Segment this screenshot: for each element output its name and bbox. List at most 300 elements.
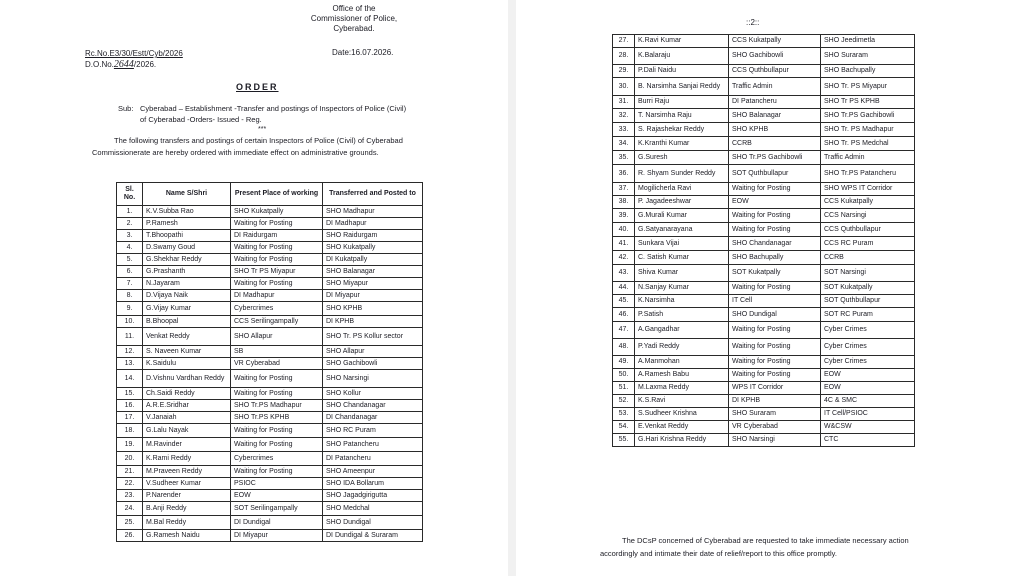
- cell-sl: 37.: [613, 183, 635, 196]
- cell-present: DI Raidurgam: [231, 230, 323, 242]
- reference-block: [85, 48, 183, 70]
- cell-present: SHO Tr.PS Gachibowli: [729, 151, 821, 165]
- cell-present: Waiting for Posting: [729, 356, 821, 369]
- cell-posted: 4C & SMC: [821, 395, 915, 408]
- cell-present: SOT Serilingampally: [231, 502, 323, 516]
- cell-present: Waiting for Posting: [231, 466, 323, 478]
- cell-sl: 53.: [613, 408, 635, 421]
- cell-posted: SHO Jagadgirigutta: [323, 490, 423, 502]
- order-date: Date:16.07.2026.: [332, 48, 394, 57]
- cell-present: Waiting for Posting: [729, 369, 821, 382]
- cell-present: CCS Kukatpally: [729, 35, 821, 48]
- cell-present: SOT Kukatpally: [729, 265, 821, 282]
- cell-posted: DI Miyapur: [323, 290, 423, 302]
- cell-sl: 41.: [613, 237, 635, 251]
- subject-block: [118, 103, 448, 125]
- page-gutter: [508, 0, 516, 576]
- table-row: [117, 400, 423, 412]
- cell-present: SHO Chandanagar: [729, 237, 821, 251]
- cell-sl: 21.: [117, 466, 143, 478]
- table-row: [613, 421, 915, 434]
- cell-name: Shiva Kumar: [635, 265, 729, 282]
- cell-sl: 43.: [613, 265, 635, 282]
- cell-name: G.Prashanth: [143, 266, 231, 278]
- table-row: [613, 339, 915, 356]
- cell-sl: 39.: [613, 209, 635, 223]
- subject-label: Sub:: [118, 104, 134, 113]
- cell-sl: 30.: [613, 78, 635, 96]
- cell-sl: 35.: [613, 151, 635, 165]
- cell-name: K.Saidulu: [143, 358, 231, 370]
- cell-sl: 55.: [613, 434, 635, 447]
- cell-present: SHO Kukatpally: [231, 206, 323, 218]
- cell-sl: 47.: [613, 322, 635, 339]
- rc-number: Rc.No.E3/30/Estt/Cyb/2026: [85, 49, 183, 58]
- cell-posted: SHO Jeedimetla: [821, 35, 915, 48]
- table-header-row: [117, 183, 423, 206]
- cell-present: Waiting for Posting: [231, 370, 323, 388]
- cell-name: Burri Raju: [635, 96, 729, 109]
- cell-posted: SHO WPS IT Corridor: [821, 183, 915, 196]
- cell-sl: 18.: [117, 424, 143, 438]
- office-line-1: Office of the: [332, 4, 376, 13]
- table-row: [117, 490, 423, 502]
- cell-sl: 27.: [613, 35, 635, 48]
- cell-sl: 25.: [117, 516, 143, 530]
- table-row: [613, 165, 915, 183]
- table-row: [613, 196, 915, 209]
- cell-posted: SHO Tr. PS Kollur sector: [323, 328, 423, 346]
- cell-posted: SHO Tr. PS Miyapur: [821, 78, 915, 96]
- cell-posted: SHO Bachupally: [821, 65, 915, 78]
- cell-sl: 45.: [613, 295, 635, 308]
- cell-name: Venkat Reddy: [143, 328, 231, 346]
- cell-posted: SHO Medchal: [323, 502, 423, 516]
- table-row: [117, 278, 423, 290]
- cell-posted: SHO Raidurgam: [323, 230, 423, 242]
- table-row: [613, 308, 915, 322]
- cell-sl: 2.: [117, 218, 143, 230]
- cell-posted: Cyber Crimes: [821, 356, 915, 369]
- cell-posted: CCS Narsingi: [821, 209, 915, 223]
- cell-sl: 11.: [117, 328, 143, 346]
- page-number: ::2::: [746, 18, 760, 27]
- do-handwritten-number: 2644: [113, 59, 134, 70]
- table-row: [613, 137, 915, 151]
- cell-posted: SHO Tr. PS Medchal: [821, 137, 915, 151]
- cell-posted: DI Kukatpally: [323, 254, 423, 266]
- cell-sl: 17.: [117, 412, 143, 424]
- cell-posted: Cyber Crimes: [821, 339, 915, 356]
- cell-name: A.Ramesh Babu: [635, 369, 729, 382]
- cell-present: Waiting for Posting: [231, 254, 323, 266]
- cell-name: G.Hari Krishna Reddy: [635, 434, 729, 447]
- cell-sl: 49.: [613, 356, 635, 369]
- cell-posted: DI Madhapur: [323, 218, 423, 230]
- cell-sl: 38.: [613, 196, 635, 209]
- cell-posted: CCS Quthbullapur: [821, 223, 915, 237]
- cell-sl: 14.: [117, 370, 143, 388]
- table-row: [117, 242, 423, 254]
- cell-posted: SHO Ameenpur: [323, 466, 423, 478]
- table-row: [613, 251, 915, 265]
- cell-posted: EOW: [821, 369, 915, 382]
- cell-sl: 7.: [117, 278, 143, 290]
- cell-sl: 40.: [613, 223, 635, 237]
- col-sl-header: Sl. No.: [117, 183, 143, 206]
- cell-sl: 46.: [613, 308, 635, 322]
- cell-sl: 33.: [613, 123, 635, 137]
- cell-present: DI Miyapur: [231, 530, 323, 542]
- cell-name: P.Yadi Reddy: [635, 339, 729, 356]
- table-row: [117, 370, 423, 388]
- cell-name: M.Laxma Reddy: [635, 382, 729, 395]
- cell-present: CCS Quthbullapur: [729, 65, 821, 78]
- cell-present: Waiting for Posting: [231, 278, 323, 290]
- cell-present: WPS IT Corridor: [729, 382, 821, 395]
- cell-posted: SHO Kukatpally: [323, 242, 423, 254]
- table-row: [613, 223, 915, 237]
- table-row: [117, 230, 423, 242]
- cell-posted: SHO Allapur: [323, 346, 423, 358]
- cell-name: K.Narsimha: [635, 295, 729, 308]
- table-row: [613, 237, 915, 251]
- col-posted-header: Transferred and Posted to: [323, 183, 423, 206]
- cell-name: V.Sudheer Kumar: [143, 478, 231, 490]
- office-address: [284, 4, 424, 34]
- cell-posted: W&CSW: [821, 421, 915, 434]
- subject-line-2: of Cyberabad -Orders- Issued - Reg.: [140, 115, 262, 124]
- cell-name: N.Sanjay Kumar: [635, 282, 729, 295]
- cell-posted: SHO Tr.PS Gachibowli: [821, 109, 915, 123]
- cell-name: P.Narender: [143, 490, 231, 502]
- cell-posted: SHO Madhapur: [323, 206, 423, 218]
- cell-posted: SHO Gachibowli: [323, 358, 423, 370]
- cell-present: SOT Quthbullapur: [729, 165, 821, 183]
- table-row: [117, 388, 423, 400]
- cell-posted: DI Patancheru: [323, 452, 423, 466]
- cell-sl: 19.: [117, 438, 143, 452]
- do-suffix: /2026.: [133, 60, 157, 69]
- cell-present: VR Cyberabad: [231, 358, 323, 370]
- cell-present: VR Cyberabad: [729, 421, 821, 434]
- cell-present: SB: [231, 346, 323, 358]
- table-row: [117, 266, 423, 278]
- cell-sl: 9.: [117, 302, 143, 316]
- table-row: [613, 265, 915, 282]
- cell-name: P.Dali Naidu: [635, 65, 729, 78]
- table-row: [613, 408, 915, 421]
- cell-posted: DI Dundigal & Suraram: [323, 530, 423, 542]
- cell-name: S. Naveen Kumar: [143, 346, 231, 358]
- cell-name: C. Satish Kumar: [635, 251, 729, 265]
- cell-present: DI Dundigal: [231, 516, 323, 530]
- cell-posted: SHO Tr.PS Patancheru: [821, 165, 915, 183]
- cell-name: P.Ramesh: [143, 218, 231, 230]
- cell-sl: 32.: [613, 109, 635, 123]
- cell-posted: SHO IDA Bollarum: [323, 478, 423, 490]
- cell-present: Waiting for Posting: [231, 438, 323, 452]
- table-row: [117, 516, 423, 530]
- cell-present: SHO Allapur: [231, 328, 323, 346]
- cell-present: Cybercrimes: [231, 302, 323, 316]
- cell-name: Mogilicherla Ravi: [635, 183, 729, 196]
- cell-name: B.Bhoopal: [143, 316, 231, 328]
- cell-sl: 22.: [117, 478, 143, 490]
- cell-present: SHO Balanagar: [729, 109, 821, 123]
- cell-present: Waiting for Posting: [729, 223, 821, 237]
- cell-name: M.Praveen Reddy: [143, 466, 231, 478]
- cell-sl: 13.: [117, 358, 143, 370]
- cell-sl: 26.: [117, 530, 143, 542]
- cell-posted: SOT Quthbullapur: [821, 295, 915, 308]
- table-row: [613, 65, 915, 78]
- cell-name: G.Vijay Kumar: [143, 302, 231, 316]
- cell-sl: 12.: [117, 346, 143, 358]
- cell-name: D.Vijaya Naik: [143, 290, 231, 302]
- cell-present: EOW: [231, 490, 323, 502]
- cell-posted: SOT RC Puram: [821, 308, 915, 322]
- cell-posted: Cyber Crimes: [821, 322, 915, 339]
- cell-present: SHO Tr.PS Madhapur: [231, 400, 323, 412]
- cell-sl: 50.: [613, 369, 635, 382]
- cell-sl: 51.: [613, 382, 635, 395]
- table-row: [117, 466, 423, 478]
- cell-sl: 54.: [613, 421, 635, 434]
- col-name-header: Name S/Shri: [143, 183, 231, 206]
- cell-posted: SOT Narsingi: [821, 265, 915, 282]
- table-row: [613, 183, 915, 196]
- cell-posted: CTC: [821, 434, 915, 447]
- cell-present: SHO Gachibowli: [729, 48, 821, 65]
- table-row: [117, 412, 423, 424]
- table-row: [613, 282, 915, 295]
- table-row: [117, 316, 423, 328]
- cell-present: Waiting for Posting: [231, 242, 323, 254]
- cell-present: CCRB: [729, 137, 821, 151]
- cell-posted: DI Chandanagar: [323, 412, 423, 424]
- cell-name: G.Ramesh Naidu: [143, 530, 231, 542]
- table-row: [613, 151, 915, 165]
- table-row: [613, 109, 915, 123]
- cell-sl: 52.: [613, 395, 635, 408]
- cell-name: N.Jayaram: [143, 278, 231, 290]
- table-row: [613, 96, 915, 109]
- cell-name: K.Kranthi Kumar: [635, 137, 729, 151]
- cell-sl: 16.: [117, 400, 143, 412]
- cell-name: Sunkara Vijai: [635, 237, 729, 251]
- cell-name: A.Gangadhar: [635, 322, 729, 339]
- cell-posted: SOT Kukatpally: [821, 282, 915, 295]
- cell-sl: 34.: [613, 137, 635, 151]
- cell-posted: IT Cell/PSIOC: [821, 408, 915, 421]
- table-row: [613, 369, 915, 382]
- cell-present: Waiting for Posting: [231, 424, 323, 438]
- cell-sl: 20.: [117, 452, 143, 466]
- do-number: [85, 59, 183, 70]
- cell-name: D.Vishnu Vardhan Reddy: [143, 370, 231, 388]
- table-row: [117, 302, 423, 316]
- cell-posted: SHO RC Puram: [323, 424, 423, 438]
- cell-name: G.Murali Kumar: [635, 209, 729, 223]
- cell-posted: CCRB: [821, 251, 915, 265]
- table-row: [117, 424, 423, 438]
- table-row: [117, 346, 423, 358]
- office-line-3: Cyberabad.: [333, 24, 375, 33]
- table-row: [117, 530, 423, 542]
- cell-name: K.S.Ravi: [635, 395, 729, 408]
- cell-name: V.Janaiah: [143, 412, 231, 424]
- cell-present: Waiting for Posting: [231, 388, 323, 400]
- cell-name: K.Balaraju: [635, 48, 729, 65]
- cell-posted: SHO Chandanagar: [323, 400, 423, 412]
- cell-name: G.Lalu Nayak: [143, 424, 231, 438]
- table-row: [613, 123, 915, 137]
- table-row: [117, 358, 423, 370]
- table-row: [613, 395, 915, 408]
- cell-posted: SHO Tr. PS Madhapur: [821, 123, 915, 137]
- cell-name: K.V.Subba Rao: [143, 206, 231, 218]
- subject-line-1: Cyberabad – Establishment -Transfer and postings of Inspectors of Police (Civil): [140, 104, 407, 113]
- cell-posted: SHO Balanagar: [323, 266, 423, 278]
- table-row: [117, 438, 423, 452]
- cell-sl: 44.: [613, 282, 635, 295]
- table-row: [117, 218, 423, 230]
- cell-present: CCS Serilingampally: [231, 316, 323, 328]
- cell-name: A.R.E.Sridhar: [143, 400, 231, 412]
- cell-present: SHO Suraram: [729, 408, 821, 421]
- closing-paragraph: The DCsP concerned of Cyberabad are requested to take immediate necessary action accordingly and intimate their date of relief/report to this office promptly.: [600, 536, 909, 558]
- cell-name: P.Satish: [635, 308, 729, 322]
- cell-present: SHO Dundigal: [729, 308, 821, 322]
- cell-present: Waiting for Posting: [729, 339, 821, 356]
- table-row: [613, 356, 915, 369]
- order-page-1: [0, 0, 508, 576]
- cell-name: S. Rajashekar Reddy: [635, 123, 729, 137]
- cell-name: B. Narsimha Sanjai Reddy: [635, 78, 729, 96]
- cell-name: S.Sudheer Krishna: [635, 408, 729, 421]
- cell-sl: 1.: [117, 206, 143, 218]
- col-present-header: Present Place of working: [231, 183, 323, 206]
- cell-present: IT Cell: [729, 295, 821, 308]
- cell-name: K.Ravi Kumar: [635, 35, 729, 48]
- cell-name: D.Swamy Goud: [143, 242, 231, 254]
- cell-sl: 5.: [117, 254, 143, 266]
- cell-posted: CCS RC Puram: [821, 237, 915, 251]
- table-row: [117, 206, 423, 218]
- cell-posted: SHO Suraram: [821, 48, 915, 65]
- table-row: [117, 452, 423, 466]
- cell-name: G.Suresh: [635, 151, 729, 165]
- table-row: [117, 478, 423, 490]
- separator-stars: ***: [258, 126, 267, 133]
- cell-present: SHO Tr.PS KPHB: [231, 412, 323, 424]
- cell-name: G.Shekhar Reddy: [143, 254, 231, 266]
- cell-name: G.Satyanarayana: [635, 223, 729, 237]
- cell-name: Ch.Saidi Reddy: [143, 388, 231, 400]
- do-prefix: D.O.No.: [85, 60, 114, 69]
- cell-sl: 10.: [117, 316, 143, 328]
- cell-present: DI KPHB: [729, 395, 821, 408]
- cell-present: SHO KPHB: [729, 123, 821, 137]
- table-row: [613, 434, 915, 447]
- office-line-2: Commissioner of Police,: [310, 14, 398, 23]
- cell-name: E.Venkat Reddy: [635, 421, 729, 434]
- cell-name: P. Jagadeeshwar: [635, 196, 729, 209]
- cell-sl: 28.: [613, 48, 635, 65]
- cell-name: B.Anji Reddy: [143, 502, 231, 516]
- cell-posted: SHO Miyapur: [323, 278, 423, 290]
- cell-posted: SHO Kollur: [323, 388, 423, 400]
- table-row: [613, 78, 915, 96]
- order-title: ORDER: [236, 82, 279, 92]
- table-row: [613, 322, 915, 339]
- cell-present: Waiting for Posting: [729, 209, 821, 223]
- cell-sl: 29.: [613, 65, 635, 78]
- cell-present: Traffic Admin: [729, 78, 821, 96]
- cell-name: K.Rami Reddy: [143, 452, 231, 466]
- table-row: [117, 328, 423, 346]
- cell-present: EOW: [729, 196, 821, 209]
- table-row: [117, 290, 423, 302]
- cell-posted: SHO KPHB: [323, 302, 423, 316]
- cell-sl: 23.: [117, 490, 143, 502]
- cell-posted: SHO Patancheru: [323, 438, 423, 452]
- cell-present: SHO Narsingi: [729, 434, 821, 447]
- cell-sl: 6.: [117, 266, 143, 278]
- cell-sl: 4.: [117, 242, 143, 254]
- cell-present: PSIOC: [231, 478, 323, 490]
- cell-posted: SHO Tr PS KPHB: [821, 96, 915, 109]
- cell-present: Cybercrimes: [231, 452, 323, 466]
- cell-posted: DI KPHB: [323, 316, 423, 328]
- cell-sl: 3.: [117, 230, 143, 242]
- cell-name: M.Bal Reddy: [143, 516, 231, 530]
- cell-name: T. Narsimha Raju: [635, 109, 729, 123]
- cell-sl: 24.: [117, 502, 143, 516]
- cell-name: R. Shyam Sunder Reddy: [635, 165, 729, 183]
- cell-posted: SHO Dundigal: [323, 516, 423, 530]
- table-row: [117, 254, 423, 266]
- cell-posted: EOW: [821, 382, 915, 395]
- order-page-2: [516, 0, 1024, 576]
- transfer-table-page-1: [116, 182, 423, 542]
- cell-sl: 15.: [117, 388, 143, 400]
- cell-present: DI Patancheru: [729, 96, 821, 109]
- transfer-table-page-2: [612, 34, 915, 447]
- table-row: [613, 209, 915, 223]
- cell-sl: 42.: [613, 251, 635, 265]
- table-row: [613, 382, 915, 395]
- cell-present: Waiting for Posting: [231, 218, 323, 230]
- cell-sl: 31.: [613, 96, 635, 109]
- cell-posted: CCS Kukatpally: [821, 196, 915, 209]
- cell-sl: 48.: [613, 339, 635, 356]
- cell-sl: 36.: [613, 165, 635, 183]
- cell-present: Waiting for Posting: [729, 322, 821, 339]
- cell-present: SHO Tr PS Miyapur: [231, 266, 323, 278]
- cell-name: T.Bhoopathi: [143, 230, 231, 242]
- table-row: [117, 502, 423, 516]
- cell-name: M.Ravinder: [143, 438, 231, 452]
- cell-present: DI Madhapur: [231, 290, 323, 302]
- cell-present: SHO Bachupally: [729, 251, 821, 265]
- cell-sl: 8.: [117, 290, 143, 302]
- intro-paragraph: The following transfers and postings of certain Inspectors of Police (Civil) of Cyberabad Commissionerate are hereby ordered with immediate effect on administrative grounds.: [92, 136, 403, 157]
- table-row: [613, 295, 915, 308]
- cell-posted: Traffic Admin: [821, 151, 915, 165]
- cell-present: Waiting for Posting: [729, 282, 821, 295]
